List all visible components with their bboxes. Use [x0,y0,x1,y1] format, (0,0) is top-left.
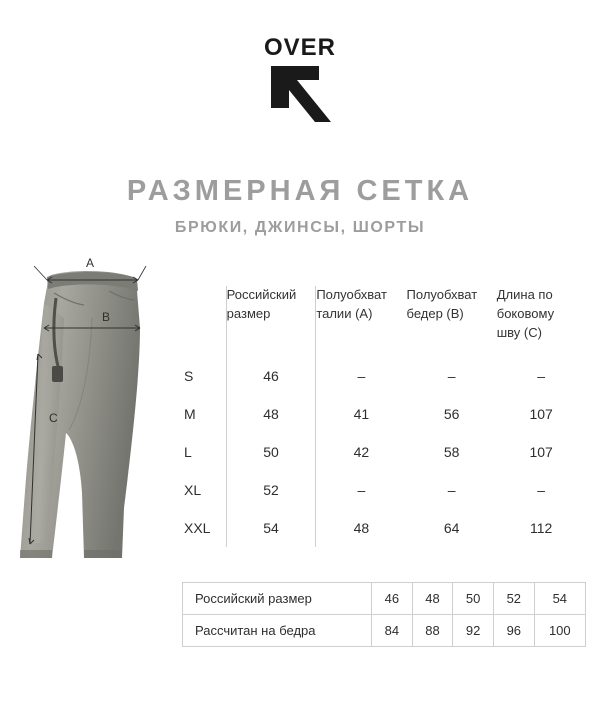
cell-hips: – [447,367,456,384]
table-row [182,357,586,395]
arrow-mark-icon [267,64,333,131]
brand-name: OVER [263,34,336,61]
header-waist: Полуобхват талии (A) [316,287,387,321]
cell-hips: 56 [443,405,460,422]
header-russian-size: Российский размер [226,286,316,357]
hips-cell: 96 [493,615,534,647]
table-row [182,471,586,509]
hips-cell: 46 [372,583,413,615]
cell-length: – [537,481,546,498]
table-row [183,615,586,647]
cell-russian-size: 52 [226,471,316,509]
cell-waist: 48 [353,519,370,536]
cell-length: 107 [529,443,553,460]
cell-size-letter: XXL [182,509,226,547]
cell-size-letter: L [182,433,226,471]
table-row [183,583,586,615]
cell-hips: 64 [443,519,460,536]
table-row [182,395,586,433]
cell-length: 112 [529,519,553,536]
hips-cell: 84 [372,615,413,647]
cell-waist: 42 [353,443,370,460]
header-hips: Полуобхват бедер (B) [406,287,478,321]
header-side-length: Длина по боковому шву (C) [496,287,555,340]
size-chart-table [182,286,586,547]
hips-row-label: Рассчитан на бедра [183,615,372,647]
hips-cell: 52 [493,583,534,615]
cell-size-letter: XL [182,471,226,509]
hips-cell: 100 [534,615,585,647]
table-row [182,509,586,547]
cell-hips: 58 [443,443,460,460]
page-subtitle: БРЮКИ, ДЖИНСЫ, ШОРТЫ [174,219,426,236]
product-photo [14,258,199,578]
cell-russian-size: 48 [226,395,316,433]
dimension-label-b: B [102,310,111,324]
hips-reference-table [182,582,586,647]
cell-waist: – [357,481,366,498]
dimension-label-c: C [49,411,58,425]
page-title: РАЗМЕРНАЯ СЕТКА [126,175,474,207]
cell-hips: – [447,481,456,498]
cell-size-letter: S [182,357,226,395]
cell-russian-size: 50 [226,433,316,471]
brand-logo [0,34,600,129]
cell-waist: – [357,367,366,384]
cell-waist: 41 [353,405,370,422]
cell-length: – [537,367,546,384]
hips-cell: 92 [453,615,494,647]
hips-row-label: Российский размер [183,583,372,615]
hips-cell: 54 [534,583,585,615]
cell-russian-size: 54 [226,509,316,547]
hips-cell: 48 [412,583,453,615]
header-size-letter [182,286,226,357]
cell-russian-size: 46 [226,357,316,395]
hips-cell: 88 [412,615,453,647]
cell-length: 107 [529,405,553,422]
dimension-label-a: A [86,256,95,270]
table-header-row [182,286,586,357]
table-row [182,433,586,471]
cell-size-letter: M [182,395,226,433]
hips-cell: 50 [453,583,494,615]
